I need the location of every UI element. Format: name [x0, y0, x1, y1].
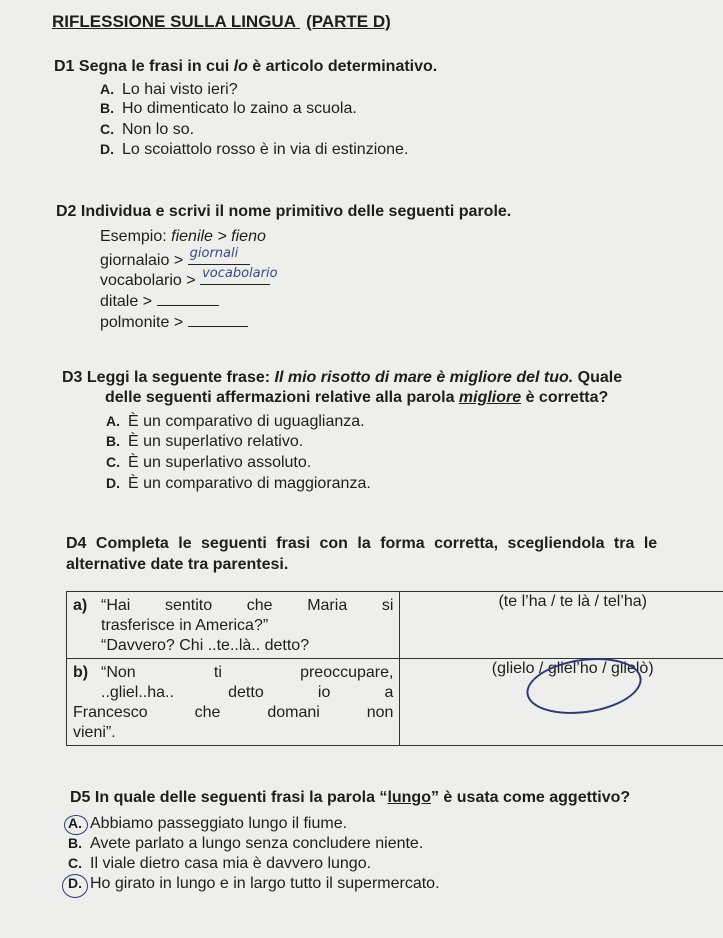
d5-option-d[interactable] — [68, 875, 440, 893]
option-text: Lo hai visto ieri? — [122, 81, 238, 98]
option-text: Il viale dietro casa mia è davvero lungo. — [90, 855, 372, 872]
option-text: È un superlativo assoluto. — [128, 454, 312, 471]
d3-option-d[interactable] — [106, 475, 371, 493]
d4-row-b-line1 — [73, 663, 393, 683]
d5-question: D5 In quale delle seguenti frasi la parola “lungo” è usata come aggettivo? — [70, 789, 631, 806]
word: “Hai — [101, 597, 131, 614]
word: io — [317, 684, 331, 701]
d4-row-a-options — [400, 592, 723, 659]
d5-option-b[interactable] — [68, 835, 423, 853]
option-letter: D. — [68, 875, 82, 891]
sentence-text: trasferisce in America?” — [101, 617, 269, 634]
d1-question: D1 Segna le frasi in cui lo è articolo determinativo. — [54, 58, 438, 75]
word: che — [246, 597, 273, 614]
word: detto — [228, 684, 264, 701]
sentence-text: “Davvero? Chi ..te..là.. detto? — [101, 637, 310, 654]
option-letter: B. — [68, 835, 82, 851]
option-letter: A. — [100, 81, 114, 97]
page-title — [52, 12, 391, 32]
d1-option-d[interactable] — [100, 141, 408, 159]
d3-question-line1: D3 Leggi la seguente frase: Il mio risotto di mare è migliore del tuo. Quale — [62, 369, 623, 386]
d4-row-a — [67, 592, 723, 659]
option-text: È un comparativo di maggioranza. — [128, 475, 371, 492]
word: si — [381, 597, 394, 614]
option-letter: D. — [106, 475, 120, 491]
d4-row-a-sentence — [67, 592, 400, 659]
d4-question-line1: D4 Completa le seguenti frasi con la forma corretta, scegliendola tra le — [66, 535, 658, 552]
option-letter: D. — [100, 141, 114, 157]
choices-text: (te l’ha / te là / tel’ha) — [498, 593, 647, 610]
d1-option-c[interactable] — [100, 121, 194, 139]
d2-item-ditale — [100, 291, 219, 311]
d3-option-b[interactable] — [106, 433, 303, 451]
d5-option-c[interactable] — [68, 855, 371, 873]
d3-option-c[interactable] — [106, 454, 311, 472]
handwritten-answer: vocabolario — [202, 266, 278, 281]
title-main: RIFLESSIONE SULLA LINGUA — [52, 12, 296, 31]
d2-answer-field[interactable] — [200, 266, 278, 285]
d2-question: D2 Individua e scrivi il nome primitivo delle seguenti parole. — [56, 203, 512, 220]
d4-row-a-line2 — [73, 616, 393, 636]
option-text: Lo scoiattolo rosso è in via di estinzione. — [122, 141, 409, 158]
d4-row-a-line1 — [73, 596, 393, 616]
word: che — [194, 704, 221, 721]
word: ti — [213, 664, 222, 681]
option-text: Abbiamo passeggiato lungo il fiume. — [90, 815, 348, 832]
option-letter: C. — [100, 121, 114, 137]
d2-item-vocabolario — [100, 266, 278, 290]
option-letter: B. — [106, 433, 120, 449]
option-letter: A. — [106, 413, 120, 429]
d3-option-a[interactable] — [106, 413, 365, 431]
word: preoccupare, — [300, 664, 394, 681]
d3-question-line2: delle seguenti affermazioni relative alla parola migliore è corretta? — [105, 389, 609, 406]
d2-word: giornalaio > — [100, 252, 184, 269]
d2-word: vocabolario > — [100, 272, 196, 289]
option-letter: C. — [68, 855, 82, 871]
d2-word: polmonite > — [100, 314, 184, 331]
d1-option-b[interactable] — [100, 100, 357, 118]
d2-answer-field[interactable] — [157, 291, 219, 306]
option-text: Ho girato in lungo e in largo tutto il supermercato. — [90, 875, 440, 892]
d2-example: Esempio: fienile > fieno — [100, 228, 266, 245]
option-text: Avete parlato a lungo senza concludere niente. — [90, 835, 424, 852]
option-text: Non lo so. — [122, 121, 195, 138]
d4-question-line2: alternative date tra parentesi. — [66, 556, 289, 573]
d2-item-polmonite — [100, 312, 248, 332]
word: Francesco — [73, 704, 148, 721]
d4-row-b-sentence — [67, 659, 400, 746]
option-text: È un superlativo relativo. — [128, 433, 304, 450]
d4-row-a-line3[interactable] — [73, 636, 393, 656]
choices-text: (glielo / gliel’ho / glielò) — [491, 660, 654, 677]
d5-option-a[interactable] — [68, 815, 347, 833]
option-text: Ho dimenticato lo zaino a scuola. — [122, 100, 357, 117]
d2-answer-field[interactable] — [188, 246, 250, 265]
d4-row-b-line2[interactable] — [73, 683, 393, 703]
d2-word: ditale > — [100, 293, 153, 310]
option-letter: B. — [100, 100, 114, 116]
option-text: È un comparativo di uguaglianza. — [128, 413, 365, 430]
option-letter: A. — [68, 815, 82, 831]
word: non — [366, 704, 394, 721]
title-sub: (PARTE D) — [306, 12, 391, 31]
handwritten-answer: giornali — [189, 246, 239, 261]
word: “Non — [101, 664, 136, 681]
d4-row-b-line4 — [73, 723, 393, 743]
sentence-text: vieni”. — [73, 724, 116, 741]
d2-answer-field[interactable] — [188, 312, 248, 327]
d4-row-b-line3 — [73, 703, 393, 723]
word: Maria — [307, 597, 348, 614]
handdrawn-choice-circle — [62, 874, 88, 898]
handdrawn-choice-circle — [64, 815, 88, 835]
word: a — [384, 684, 394, 701]
row-label: a) — [73, 597, 88, 614]
d1-option-a[interactable] — [100, 81, 238, 99]
option-letter: C. — [106, 454, 120, 470]
word: ..gliel..ha.. — [101, 684, 174, 701]
word: sentito — [164, 597, 213, 614]
row-label: b) — [73, 664, 89, 681]
word: domani — [267, 704, 320, 721]
